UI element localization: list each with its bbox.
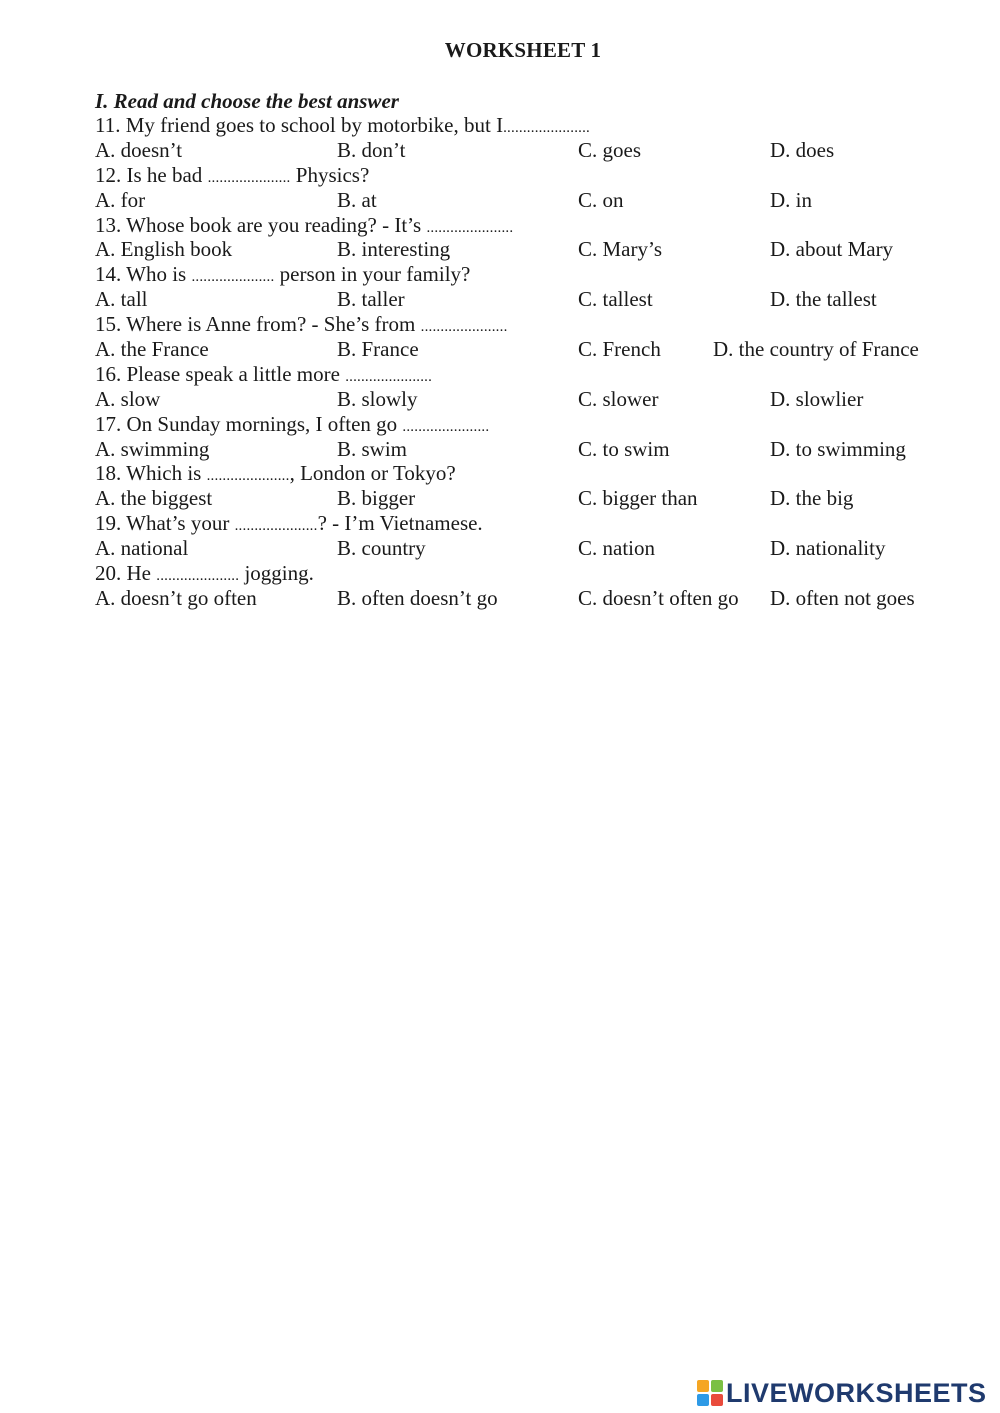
question-text-end: , London or Tokyo? bbox=[289, 461, 456, 486]
question-17 bbox=[95, 412, 975, 437]
option-a[interactable]: A. doesn’t go often bbox=[95, 585, 257, 610]
option-a[interactable]: A. English book bbox=[95, 237, 233, 262]
question-15 bbox=[95, 312, 975, 337]
option-a[interactable]: A. slow bbox=[95, 386, 161, 411]
option-d[interactable]: D. the country of France bbox=[713, 337, 919, 362]
option-b[interactable]: B. swim bbox=[337, 436, 408, 461]
option-b[interactable]: B. bigger bbox=[337, 486, 416, 511]
liveworksheets-logo[interactable] bbox=[697, 1378, 987, 1408]
question-text: 11. My friend goes to school by motorbike, but I bbox=[95, 113, 504, 137]
question-text: 17. On Sunday mornings, I often go bbox=[95, 411, 403, 436]
options-19 bbox=[95, 536, 975, 561]
option-b[interactable]: B. country bbox=[337, 536, 426, 561]
question-list bbox=[95, 113, 975, 611]
option-c[interactable]: C. doesn’t often go bbox=[578, 585, 739, 610]
option-b[interactable]: B. often doesn’t go bbox=[337, 585, 498, 610]
option-d[interactable]: D. in bbox=[770, 187, 812, 212]
question-text: 15. Where is Anne from? - She’s from bbox=[95, 312, 421, 337]
answer-blank[interactable]: ..................... bbox=[234, 518, 318, 535]
option-d[interactable]: D. about Mary bbox=[770, 237, 894, 262]
option-d[interactable]: D. often not goes bbox=[770, 585, 915, 610]
options-20 bbox=[95, 586, 975, 611]
option-b[interactable]: B. France bbox=[337, 337, 419, 362]
option-c[interactable]: C. tallest bbox=[578, 287, 653, 312]
option-d[interactable]: D. the tallest bbox=[770, 287, 877, 312]
question-text: 18. Which is bbox=[95, 461, 207, 486]
answer-blank[interactable]: ...................... bbox=[420, 319, 508, 336]
option-c[interactable]: C. on bbox=[578, 187, 624, 212]
option-a[interactable]: A. the biggest bbox=[95, 486, 213, 511]
option-b[interactable]: B. interesting bbox=[337, 237, 451, 262]
option-d[interactable]: D. the big bbox=[770, 486, 854, 511]
option-d[interactable]: D. does bbox=[770, 137, 835, 162]
section-heading: I. Read and choose the best answer bbox=[95, 89, 399, 113]
answer-blank[interactable]: ...................... bbox=[503, 120, 590, 136]
question-11 bbox=[95, 113, 975, 138]
answer-blank[interactable]: ..................... bbox=[207, 169, 291, 186]
answer-blank[interactable]: ..................... bbox=[156, 568, 240, 585]
question-text-end: Physics? bbox=[290, 162, 370, 187]
question-18 bbox=[95, 461, 975, 486]
option-a[interactable]: A. national bbox=[95, 536, 189, 561]
option-b[interactable]: B. at bbox=[337, 187, 377, 212]
option-b[interactable]: B. slowly bbox=[337, 386, 418, 411]
question-16 bbox=[95, 362, 975, 387]
question-13 bbox=[95, 213, 975, 238]
worksheet-title: WORKSHEET 1 bbox=[444, 38, 602, 62]
question-text: 16. Please speak a little more bbox=[95, 361, 346, 386]
option-c[interactable]: C. to swim bbox=[578, 436, 670, 461]
option-d[interactable]: D. nationality bbox=[770, 536, 886, 561]
option-c[interactable]: C. goes bbox=[578, 137, 641, 162]
options-11 bbox=[95, 138, 975, 163]
question-14 bbox=[95, 262, 975, 287]
option-b[interactable]: B. taller bbox=[337, 287, 405, 312]
option-c[interactable]: C. slower bbox=[578, 386, 659, 411]
option-c[interactable]: C. Mary’s bbox=[578, 237, 662, 262]
option-b[interactable]: B. don’t bbox=[337, 137, 406, 162]
question-19 bbox=[95, 511, 975, 536]
answer-blank[interactable]: ...................... bbox=[402, 418, 490, 435]
answer-blank[interactable]: ...................... bbox=[426, 219, 514, 236]
option-c[interactable]: C. French bbox=[578, 337, 661, 362]
question-text-end: jogging. bbox=[239, 561, 314, 586]
answer-blank[interactable]: ...................... bbox=[345, 368, 433, 385]
question-text: 20. He bbox=[95, 561, 157, 586]
options-18 bbox=[95, 486, 975, 511]
option-a[interactable]: A. doesn’t bbox=[95, 137, 183, 162]
options-15 bbox=[95, 337, 975, 362]
option-c[interactable]: C. bigger than bbox=[578, 486, 698, 511]
option-a[interactable]: A. swimming bbox=[95, 436, 210, 461]
options-16 bbox=[95, 387, 975, 412]
question-20 bbox=[95, 561, 975, 586]
question-text: 19. What’s your bbox=[95, 511, 235, 536]
question-text: 12. Is he bad bbox=[95, 162, 208, 187]
option-a[interactable]: A. tall bbox=[95, 287, 148, 312]
question-text-end: ? - I’m Vietnamese. bbox=[317, 511, 483, 536]
option-a[interactable]: A. the France bbox=[95, 337, 209, 362]
answer-blank[interactable]: ..................... bbox=[191, 269, 275, 286]
question-text: 14. Who is bbox=[95, 262, 192, 287]
option-a[interactable]: A. for bbox=[95, 187, 146, 212]
option-d[interactable]: D. to swimming bbox=[770, 436, 906, 461]
question-text: 13. Whose book are you reading? - It’s bbox=[95, 212, 427, 237]
options-12 bbox=[95, 188, 975, 213]
logo-text: LIVEWORKSHEETS bbox=[726, 1377, 987, 1408]
question-12 bbox=[95, 163, 975, 188]
option-c[interactable]: C. nation bbox=[578, 536, 655, 561]
answer-blank[interactable]: ..................... bbox=[206, 468, 290, 485]
options-14 bbox=[95, 287, 975, 312]
option-d[interactable]: D. slowlier bbox=[770, 386, 864, 411]
options-13 bbox=[95, 237, 975, 262]
options-17 bbox=[95, 437, 975, 462]
liveworksheets-logo-icon bbox=[697, 1380, 723, 1406]
question-text-end: person in your family? bbox=[274, 262, 471, 287]
